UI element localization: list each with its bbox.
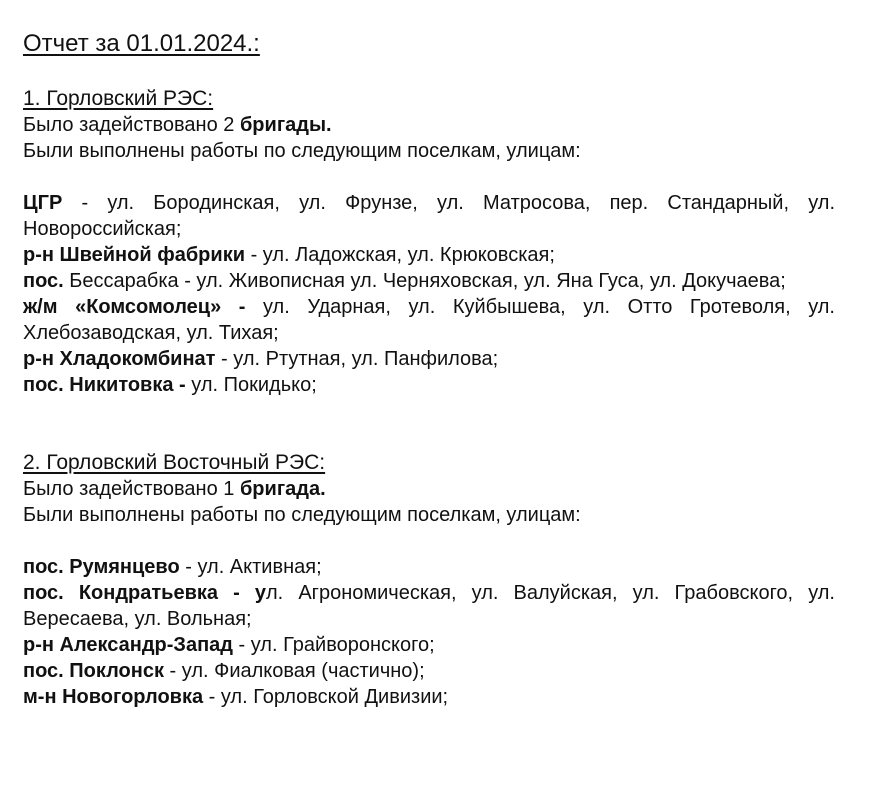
location-name: ж/м «Комсомолец» - — [23, 296, 246, 318]
location-name: р-н Хладокомбинат — [23, 348, 216, 370]
street-list: - ул. Ртутная, ул. Панфилова; — [215, 348, 499, 370]
street-list: ул. Покидько; — [185, 374, 317, 396]
location-entry — [23, 580, 835, 632]
location-name: р-н Швейной фабрики — [23, 244, 246, 266]
region-section-2 — [23, 450, 835, 710]
region-title: 2. Горловский Восточный РЭС: — [23, 451, 326, 474]
street-list: - ул. Горловской Дивизии; — [203, 686, 449, 708]
brigades-word: бригады. — [239, 114, 332, 136]
brigades-line — [23, 476, 835, 502]
region-section-1 — [23, 86, 835, 398]
works-intro: Были выполнены работы по следующим поселкам, улицам: — [23, 504, 581, 526]
location-name: пос. Поклонск — [23, 660, 164, 682]
report-title: Отчет за 01.01.2024.: — [23, 30, 260, 57]
street-list: ул. Ударная, ул. Куйбышева, ул. Отто Гротеволя, ул. Хлебозаводская, ул. Тихая; — [23, 296, 835, 344]
location-name: пос. Никитовка - — [23, 374, 186, 396]
location-name: пос. — [23, 270, 64, 292]
location-entry — [23, 658, 835, 684]
street-list: Бессарабка - ул. Живописная ул. Черняховская, ул. Яна Гуса, ул. Докучаева; — [63, 270, 786, 292]
street-list: - ул. Ладожская, ул. Крюковская; — [245, 244, 555, 266]
location-name: м-н Новогорловка — [23, 686, 204, 708]
location-name: р-н Александр-Запад — [23, 634, 233, 656]
brigades-text: Было задействовано 2 — [23, 114, 235, 136]
location-entry — [23, 294, 835, 346]
street-list: - ул. Фиалковая (частично); — [164, 660, 425, 682]
location-entry — [23, 346, 835, 372]
location-name: пос. Румянцево — [23, 556, 180, 578]
street-list: - ул. Активная; — [179, 556, 322, 578]
location-entry — [23, 242, 835, 268]
brigades-text: Было задействовано 1 — [23, 478, 235, 500]
location-entry — [23, 684, 835, 710]
region-title: 1. Горловский РЭС: — [23, 87, 214, 110]
location-name: ЦГР — [23, 192, 63, 214]
location-name: пос. Кондратьевка - у — [23, 582, 266, 604]
brigades-word: бригада. — [239, 478, 326, 500]
brigades-line — [23, 112, 835, 138]
street-list: - ул. Бородинская, ул. Фрунзе, ул. Матросова, пер. Стандарный, ул. Новороссийская; — [23, 192, 835, 240]
street-list: л. Агрономическая, ул. Валуйская, ул. Грабовского, ул. Вересаева, ул. Вольная; — [23, 582, 835, 630]
location-entry — [23, 190, 835, 242]
location-entry — [23, 268, 835, 294]
location-entry — [23, 372, 835, 398]
street-list: - ул. Грайворонского; — [232, 634, 435, 656]
location-entry — [23, 554, 835, 580]
works-intro: Были выполнены работы по следующим поселкам, улицам: — [23, 140, 581, 162]
location-entry — [23, 632, 835, 658]
